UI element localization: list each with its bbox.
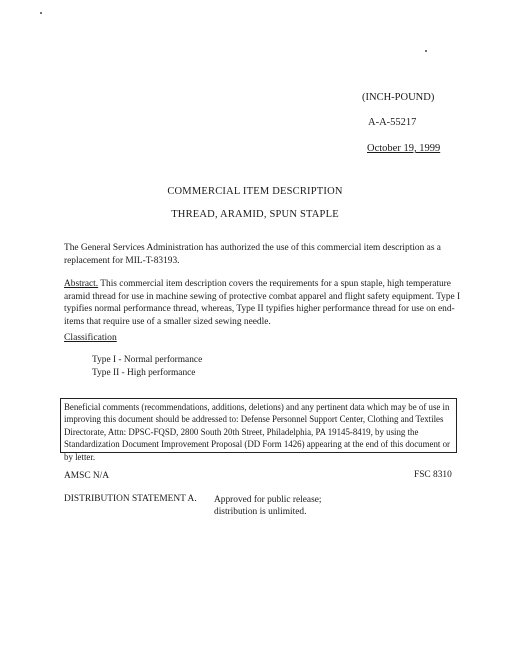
abstract-paragraph (64, 278, 464, 328)
scan-speck (40, 12, 42, 14)
distribution-line: Approved for public release; (214, 495, 322, 505)
distribution-statement-label: DISTRIBUTION STATEMENT A. (64, 494, 197, 504)
document-title: THREAD, ARAMID, SPUN STAPLE (171, 209, 339, 220)
document-date: October 19, 1999 (367, 143, 441, 154)
type-list-item: Type I - Normal performance (92, 355, 203, 365)
document-type-heading: COMMERCIAL ITEM DESCRIPTION (167, 186, 343, 197)
authorization-paragraph: The General Services Administration has authorized the use of this commercial item description as a replacement for MIL-T-83193. (64, 243, 441, 266)
amsc-code: AMSC N/A (64, 471, 110, 481)
type-list-item: Type II - High performance (92, 368, 196, 378)
beneficial-comments-box: Beneficial comments (recommendations, additions, deletions) and any pertinent data which may be of use in improving this document should be addressed to: Defense Personnel Support Center, Clothing and Textiles Directorate, Attn: DPSC-FQSD, 2800 South 20th Street, Philadelphia, PA 19145-8419, by using the Standardization Document Improvement Proposal (DD Form 1426) appearing at the end of this document or by letter. (60, 398, 457, 453)
scan-speck (425, 50, 427, 52)
distribution-line: distribution is unlimited. (214, 507, 307, 517)
document-number: A-A-55217 (368, 117, 417, 128)
classification-type-list (92, 354, 202, 380)
distribution-statement-text (214, 494, 322, 518)
fsc-code: FSC 8310 (414, 470, 452, 480)
measurement-system-label: (INCH-POUND) (362, 92, 435, 103)
classification-heading: Classification (64, 332, 117, 343)
abstract-label: Abstract. (64, 279, 99, 289)
abstract-text: This commercial item description covers the requirements for a spun staple, high temperature aramid thread for use in machine sewing of protective combat apparel and flight safety equipment. Type I typifies normal performance thread, whereas, Type II typifies higher performance thread for use on end-items that require use of a smaller sized sewing needle. (64, 279, 461, 327)
